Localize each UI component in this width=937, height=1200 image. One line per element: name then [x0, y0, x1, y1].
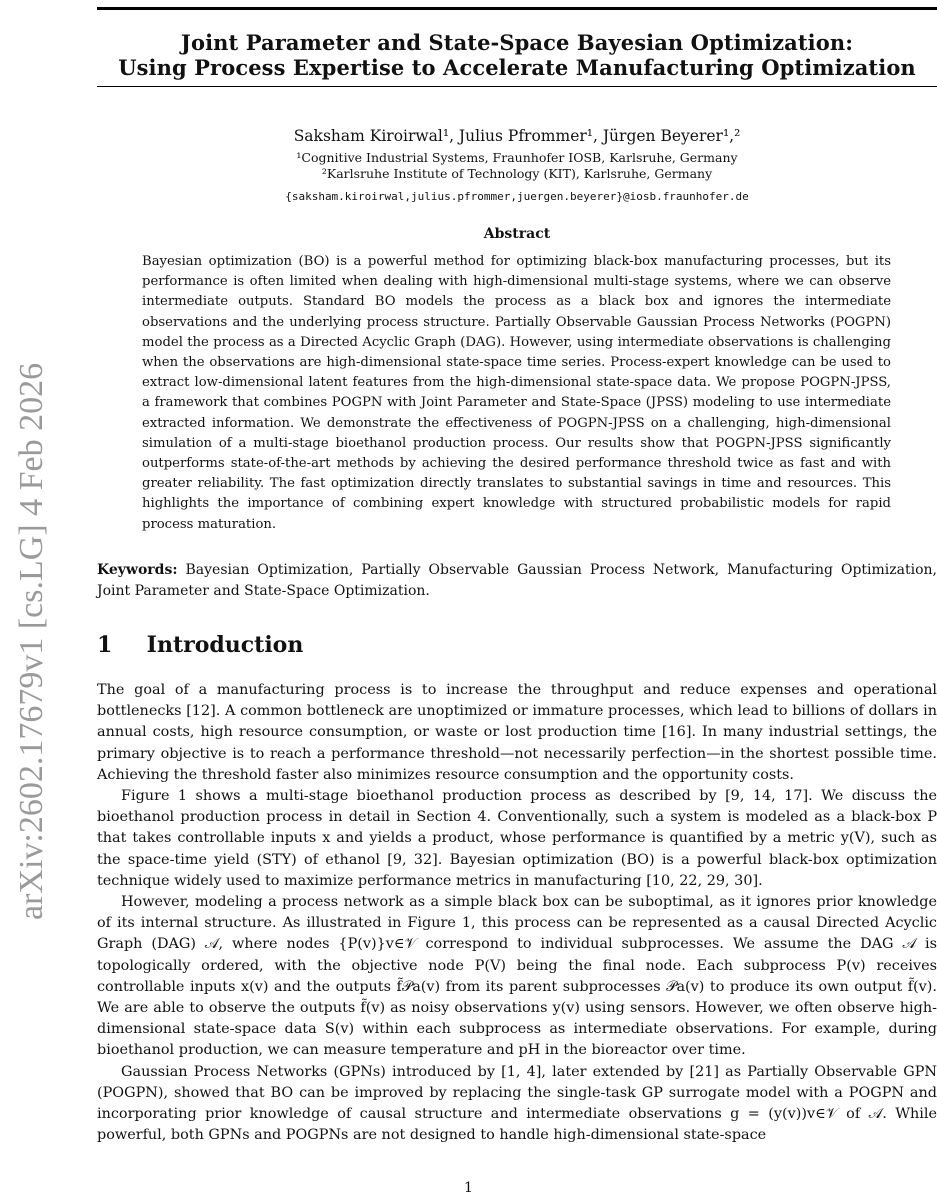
arxiv-identifier-text: arXiv:2602.17679v1 [cs.LG] 4 Feb 2026	[13, 362, 50, 920]
title-bottom-rule	[97, 86, 937, 87]
keywords-text: Bayesian Optimization, Partially Observable Gaussian Process Network, Manufacturing Optimization, Joint Parameter and State-Space Optimization.	[97, 562, 937, 599]
title-line-2: Using Process Expertise to Accelerate Manufacturing Optimization	[118, 55, 916, 80]
paragraph-1: The goal of a manufacturing process is to increase the throughput and reduce expenses and operational bottlenecks [12]. A common bottleneck are unoptimized or immature processes, which lead to billions of dollars in annual costs, high resource consumption, or waste or lost production time [16]. In many industrial settings, the primary objective is to reach a performance threshold—not necessarily perfection—in the shortest possible time. Achieving the threshold faster also minimizes resource consumption and the opportunity costs.	[97, 682, 937, 783]
author-emails: {saksham.kiroirwal,julius.pfrommer,juergen.beyerer}@iosb.fraunhofer.de	[285, 190, 749, 203]
abstract-text: Bayesian optimization (BO) is a powerful method for optimizing black-box manufacturing processes, but its performance is often limited when dealing with high-dimensional multi-stage systems, where we can observe intermediate outputs. Standard BO models the process as a black box and ignores the intermediate observations and the underlying process structure. Partially Observable Gaussian Process Networks (POGPN) model the process as a Directed Acyclic Graph (DAG). However, using intermediate observations is challenging when the observations are high-dimensional state-space time series. Process-expert knowledge can be used to extract low-dimensional latent features from the high-dimensional state-space data. We propose POGPN-JPSS, a framework that combines POGPN with Joint Parameter and State-Space (JPSS) modeling to use intermediate extracted information. We demonstrate the effectiveness of POGPN-JPSS on a challenging, high-dimensional simulation of a multi-stage bioethanol production process. Our results show that POGPN-JPSS significantly outperforms state-of-the-art methods by achieving the desired performance threshold twice as fast and with greater reliability. The fast optimization directly translates to substantial savings in time and resources. This highlights the importance of combining expert knowledge with structured probabilistic models for rapid process maturation.	[142, 254, 891, 532]
keywords-label: Keywords:	[97, 562, 178, 578]
paragraph-3: However, modeling a process network as a simple black box can be suboptimal, as it ignores prior knowledge of its internal structure. As illustrated in Figure 1, this process can be represented as a causal Directed Acyclic Graph (DAG) 𝒜, where nodes {P(v)}v∈𝒱 correspond to individual subprocesses. We assume the DAG 𝒜 is topologically ordered, with the objective node P(V) being the final node. Each subprocess P(v) receives controllable inputs x(v) and the outputs f̃𝒫a(v) from its parent subprocesses 𝒫a(v) to produce its own output f̃(v). We are able to observe the outputs f̃(v) as noisy observations y(v) using sensors. However, we often observe high-dimensional state-space data S(v) within each subprocess as intermediate observations. For example, during bioethanol production, we can measure temperature and pH in the bioreactor over time.	[97, 894, 937, 1059]
paper-title	[97, 30, 937, 80]
affiliation-1: ¹Cognitive Industrial Systems, Fraunhofer IOSB, Karlsruhe, Germany	[296, 150, 738, 165]
arxiv-identifier	[4, 240, 64, 940]
abstract-heading: Abstract	[483, 226, 551, 242]
paragraph-4: Gaussian Process Networks (GPNs) introduced by [1, 4], later extended by [21] as Partially Observable GPN (POGPN), showed that BO can be improved by replacing the single-task GP surrogate model with a POGPN and incorporating prior knowledge of causal structure and intermediate observations g = (y(v))v∈𝒱 of 𝒜. While powerful, both GPNs and POGPNs are not designed to handle high-dimensional state-space	[97, 1063, 937, 1144]
title-top-rule	[97, 7, 937, 10]
keywords-block	[97, 560, 937, 602]
section-title: Introduction	[146, 632, 304, 658]
section-body	[97, 680, 937, 1146]
affiliation-2: ²Karlsruhe Institute of Technology (KIT), Karlsruhe, Germany	[321, 166, 713, 181]
section-heading	[97, 632, 303, 658]
title-line-1: Joint Parameter and State-Space Bayesian Optimization:	[180, 30, 854, 55]
section-number: 1	[97, 632, 113, 658]
page-number: 1	[464, 1180, 473, 1196]
paragraph-2: Figure 1 shows a multi-stage bioethanol production process as described by [9, 14, 17]. We discuss the bioethanol production process in detail in Section 4. Conventionally, such a system is modeled as a black-box P that takes controllable inputs x and yields a product, whose performance is quantified by a metric y(V), such as the space-time yield (STY) of ethanol [9, 32]. Bayesian optimization (BO) is a powerful black-box optimization technique widely used to maximize performance metrics in manufacturing [10, 22, 29, 30].	[97, 788, 937, 889]
author-list: Saksham Kiroirwal¹, Julius Pfrommer¹, Jürgen Beyerer¹,²	[293, 127, 741, 145]
